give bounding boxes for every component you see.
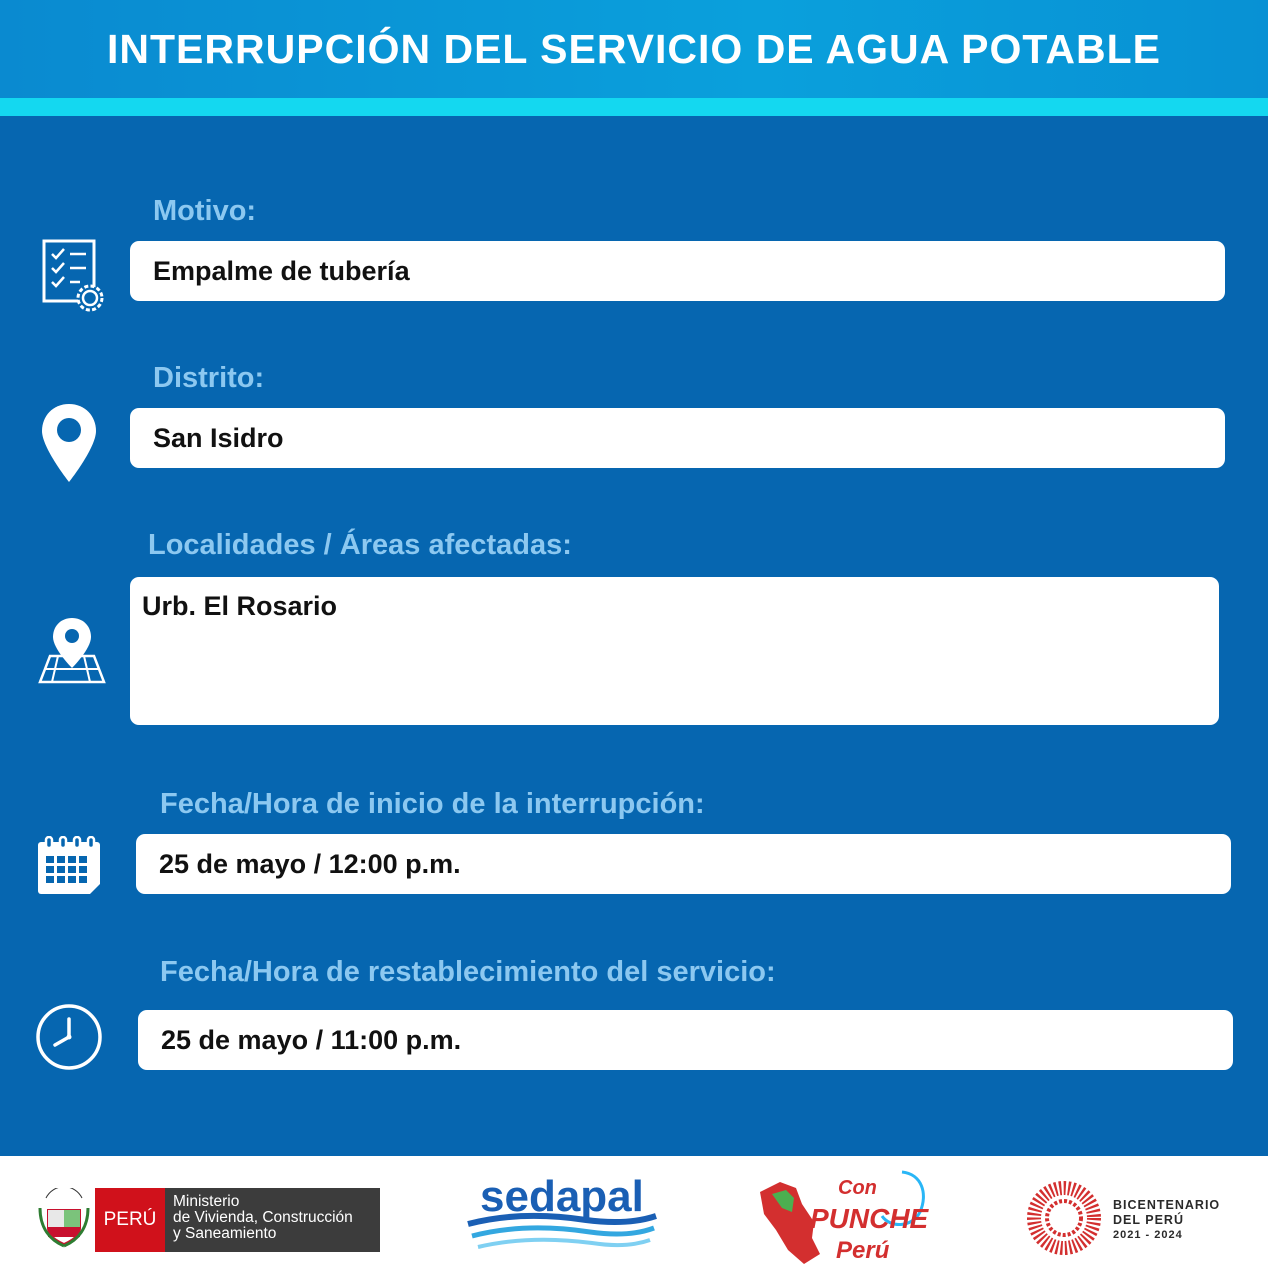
distrito-label: Distrito: xyxy=(153,362,265,394)
header-stripe xyxy=(0,98,1268,116)
sedapal-logo-text: sedapal xyxy=(480,1172,644,1221)
ministry-line3: y Saneamiento xyxy=(173,1225,277,1242)
punche-line2: PUNCHE xyxy=(810,1203,929,1234)
motivo-label: Motivo: xyxy=(153,195,257,227)
bicentenario-line1: BICENTENARIO xyxy=(1113,1198,1221,1212)
calendar-icon xyxy=(36,836,102,896)
bicentenario-line2: DEL PERÚ xyxy=(1113,1213,1184,1227)
header-bar xyxy=(0,0,1268,98)
motivo-field: Empalme de tubería xyxy=(130,241,1225,301)
clock-icon xyxy=(35,1003,103,1071)
bicentenario-line3: 2021 - 2024 xyxy=(1113,1229,1183,1241)
bicentenario-text xyxy=(1113,1198,1220,1243)
localidades-field: Urb. El Rosario xyxy=(130,577,1219,725)
sedapal-waves-icon xyxy=(466,1210,658,1252)
location-pin-icon xyxy=(40,402,98,484)
map-pin-icon xyxy=(38,616,106,686)
punche-line3: Perú xyxy=(836,1237,890,1264)
ministry-name xyxy=(165,1188,380,1252)
localidades-label: Localidades / Áreas afectadas: xyxy=(148,529,572,561)
inicio-field: 25 de mayo / 12:00 p.m. xyxy=(136,834,1231,894)
page-title: INTERRUPCIÓN DEL SERVICIO DE AGUA POTABLE xyxy=(107,25,1161,72)
punche-line1: Con xyxy=(838,1177,877,1199)
peru-badge: PERÚ xyxy=(95,1188,165,1252)
ministry-line2: de Vivienda, Construcción xyxy=(173,1209,353,1226)
con-punche-peru-logo xyxy=(752,1164,932,1270)
restablecimiento-field: 25 de mayo / 11:00 p.m. xyxy=(138,1010,1233,1070)
inicio-label: Fecha/Hora de inicio de la interrupción: xyxy=(160,788,705,820)
bicentenario-sun-icon xyxy=(1024,1178,1104,1258)
peru-coat-of-arms-icon xyxy=(36,1188,92,1250)
distrito-field: San Isidro xyxy=(130,408,1225,468)
ministry-line1: Ministerio xyxy=(173,1193,240,1210)
restablecimiento-label: Fecha/Hora de restablecimiento del servicio: xyxy=(160,956,776,988)
checklist-gear-icon xyxy=(40,238,106,314)
